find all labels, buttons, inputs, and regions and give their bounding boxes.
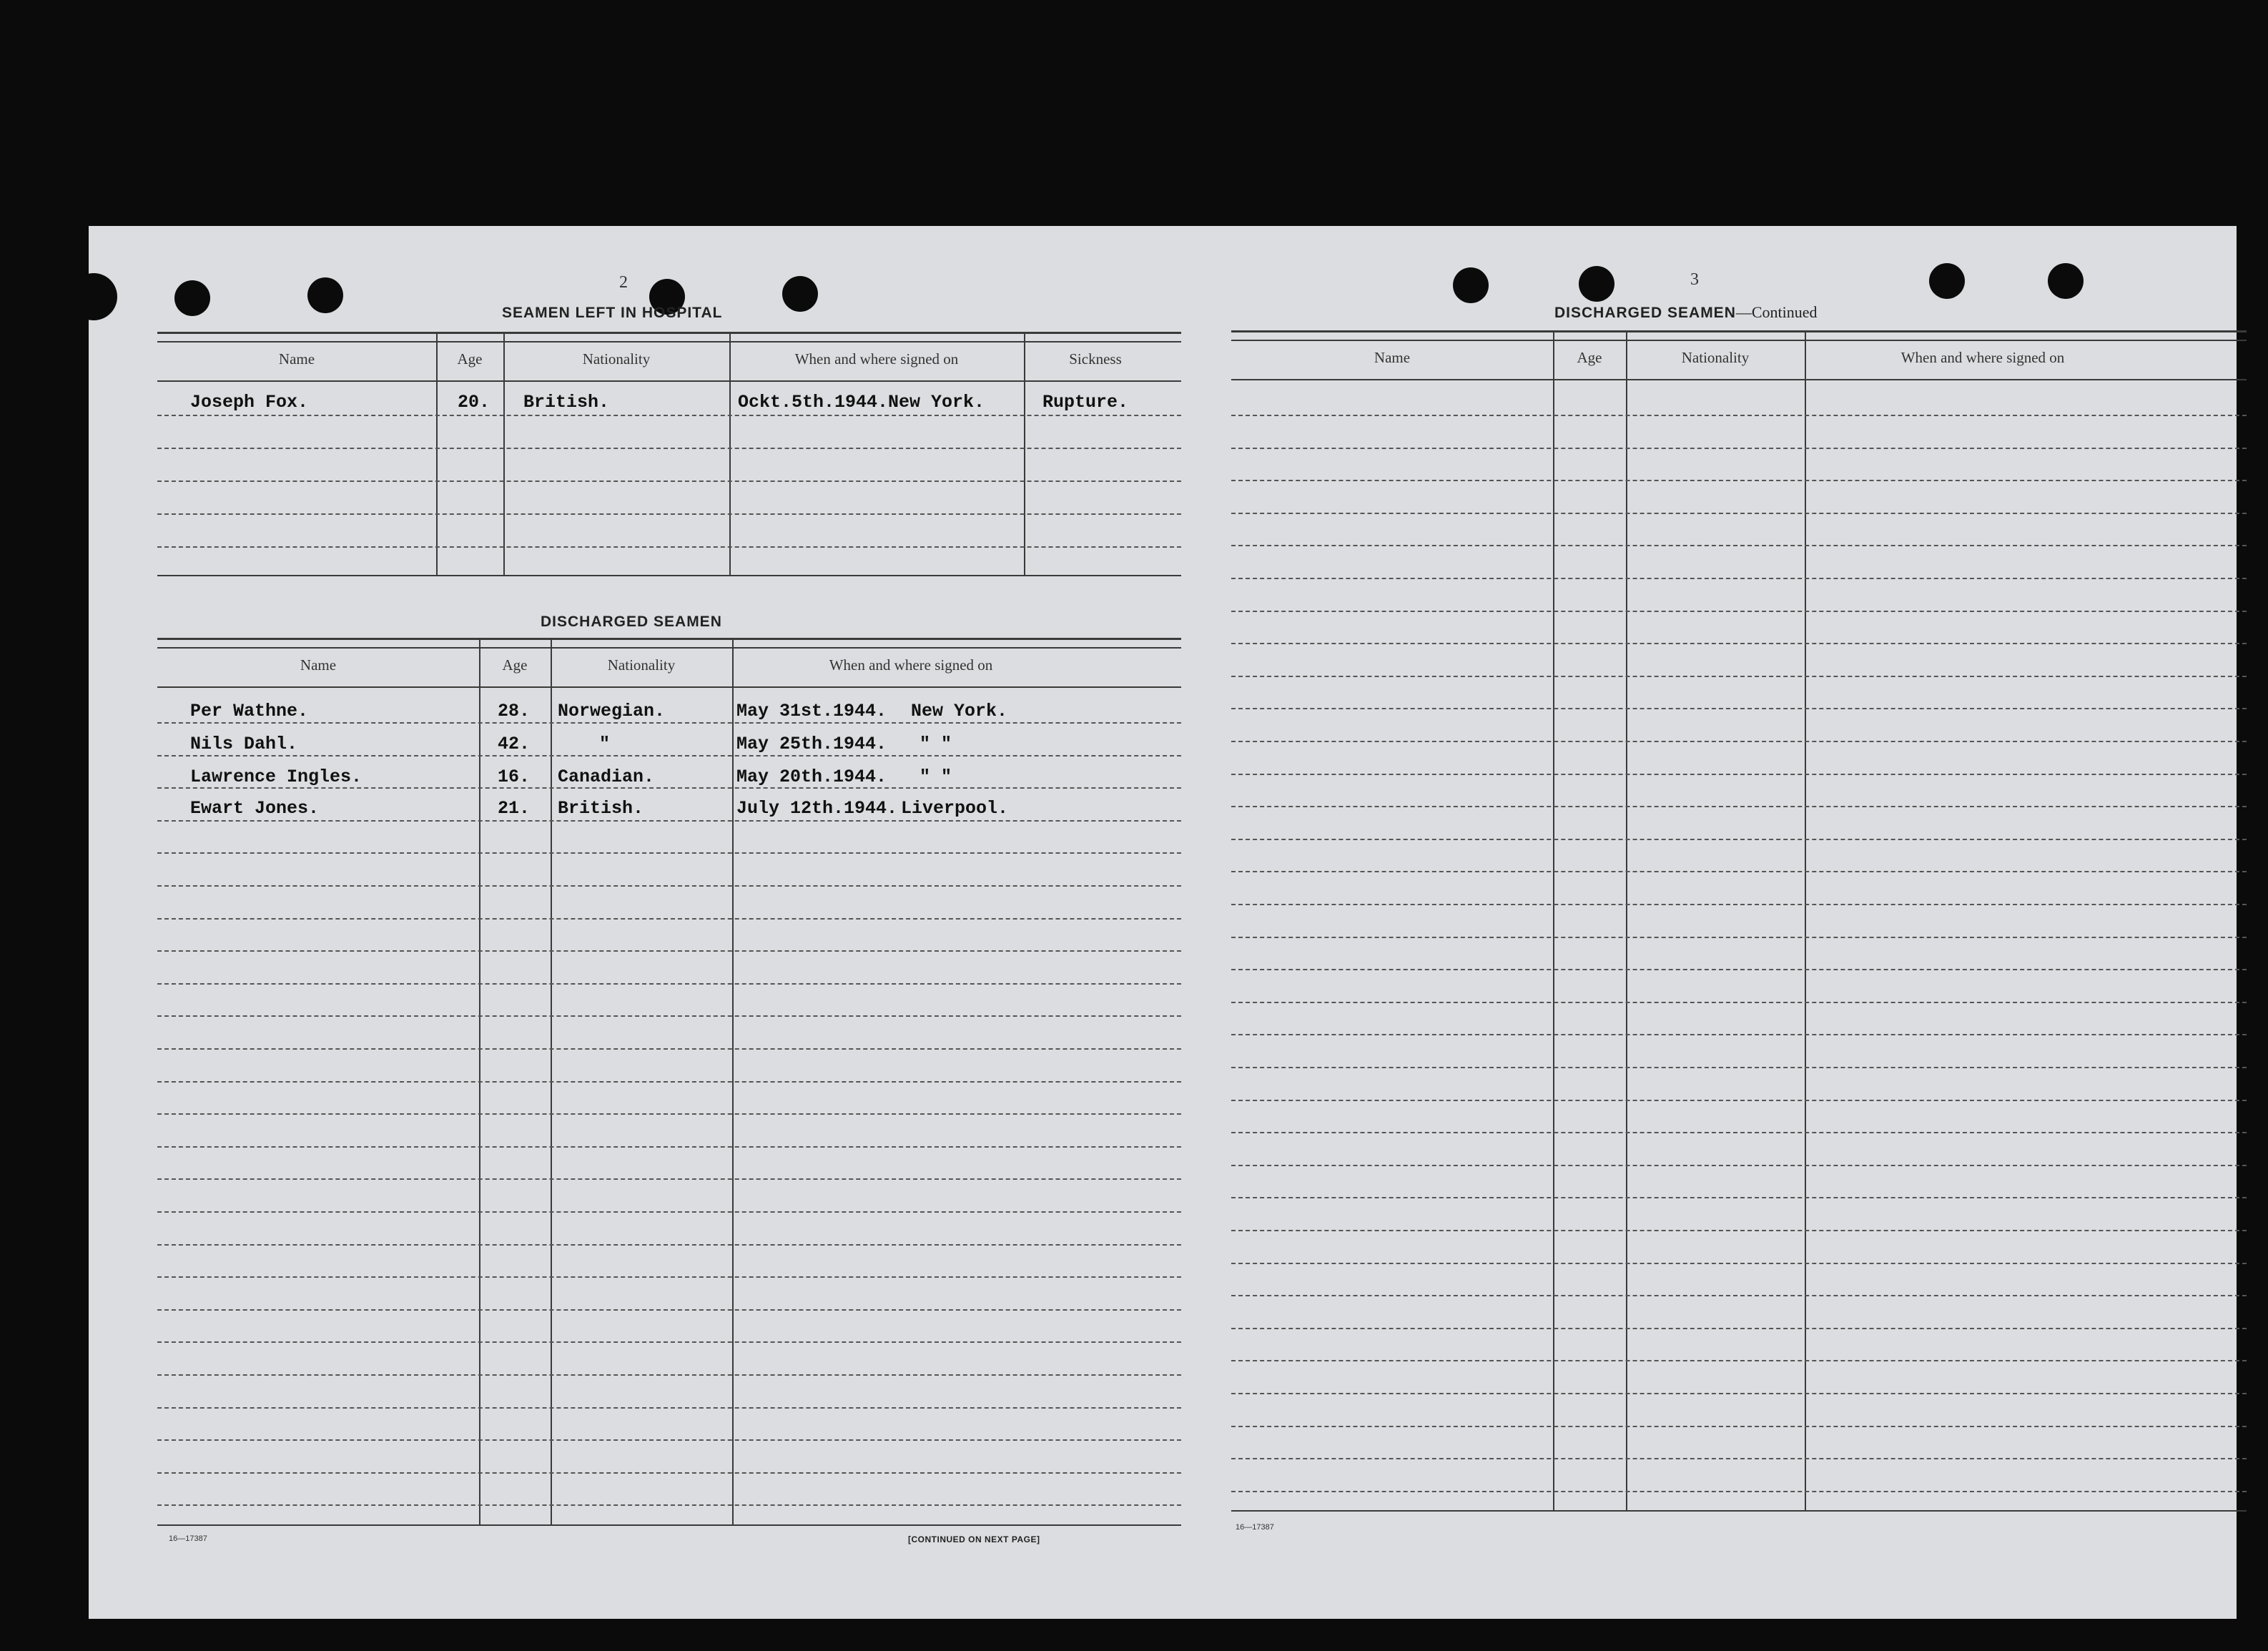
- column-header-nationality: Nationality: [607, 656, 676, 674]
- ruled-line: [157, 1015, 1181, 1017]
- discharged-row-nationality: Norwegian.: [558, 701, 666, 721]
- ruled-line: [157, 1244, 1181, 1246]
- ruled-line: [1231, 1197, 2247, 1198]
- punch-hole: [1929, 263, 1965, 299]
- ruled-line: [1231, 643, 2247, 644]
- ruled-line: [1231, 545, 2247, 546]
- ruled-line: [1231, 1491, 2247, 1492]
- column-header-age: Age: [502, 656, 528, 674]
- column-divider: [1626, 330, 1627, 1510]
- column-header-name: Name: [278, 350, 315, 368]
- column-divider: [1553, 330, 1554, 1510]
- ruled-line: [1231, 1360, 2247, 1361]
- ruled-line: [157, 1504, 1181, 1506]
- header-rule: [157, 380, 1181, 382]
- discharged-table: [157, 638, 1181, 1589]
- column-header-nationality: Nationality: [1681, 349, 1750, 366]
- title-suffix: —Continued: [1735, 303, 1818, 321]
- ruled-line: [1231, 1002, 2247, 1003]
- column-divider: [1805, 330, 1806, 1510]
- ruled-line: [1231, 1458, 2247, 1459]
- ruled-line: [1231, 1393, 2247, 1394]
- discharged-row-date: May 31st.1944.: [736, 701, 887, 721]
- hospital-row-signed-on: Ockt.5th.1944.New York.: [738, 392, 985, 413]
- hospital-section-title: SEAMEN LEFT IN HOSPITAL: [502, 305, 723, 321]
- hospital-table: [157, 332, 1181, 586]
- column-header-signed-on: When and where signed on: [794, 350, 959, 368]
- ruled-line: [1231, 448, 2247, 449]
- discharged-row-nationality: British.: [558, 798, 644, 819]
- ruled-line: [157, 852, 1181, 854]
- continued-on-next-page-note: [CONTINUED ON NEXT PAGE]: [908, 1534, 1040, 1544]
- discharged-row-age: 42.: [498, 734, 531, 754]
- discharged-continued-title: [1554, 303, 1818, 322]
- discharged-row-place: Liverpool.: [901, 798, 1009, 819]
- ruled-line: [1231, 937, 2247, 938]
- ruled-line: [1231, 578, 2247, 579]
- ruled-line: [157, 1113, 1181, 1115]
- ruled-line: [1231, 1067, 2247, 1068]
- column-header-nationality: Nationality: [582, 350, 651, 368]
- ruled-line: [1231, 904, 2247, 905]
- table-top-rule: [1231, 330, 2247, 341]
- page-number-right: 3: [1690, 270, 1699, 289]
- discharged-row-date: May 25th.1944.: [736, 734, 887, 754]
- ruled-line: [1231, 871, 2247, 872]
- column-header-name: Name: [1374, 349, 1411, 366]
- punch-hole: [1453, 267, 1489, 303]
- ruled-line: [157, 1211, 1181, 1213]
- discharged-row-place: " ": [919, 767, 952, 787]
- punch-hole: [307, 277, 343, 313]
- ruled-line: [1231, 806, 2247, 807]
- ruled-line: [157, 448, 1181, 449]
- ruled-line: [157, 787, 1181, 789]
- punch-hole: [174, 280, 210, 316]
- column-header-signed-on: When and where signed on: [829, 656, 993, 674]
- ruled-line: [1231, 969, 2247, 970]
- ruled-line: [157, 1081, 1181, 1083]
- table-bottom-rule: [157, 575, 1181, 576]
- discharged-row-place: New York.: [911, 701, 1008, 721]
- ruled-line: [1231, 1034, 2247, 1035]
- ruled-line: [1231, 708, 2247, 709]
- column-header-sickness: Sickness: [1069, 350, 1122, 368]
- discharged-section-title: DISCHARGED SEAMEN: [541, 613, 722, 630]
- discharged-row-age: 21.: [498, 798, 531, 819]
- discharged-row-date: May 20th.1944.: [736, 767, 887, 787]
- ruled-line: [157, 1309, 1181, 1311]
- ruled-line: [157, 722, 1181, 724]
- ruled-line: [157, 820, 1181, 822]
- ruled-line: [157, 1146, 1181, 1148]
- discharged-row-date: July 12th.1944.: [736, 798, 898, 819]
- column-divider: [1024, 332, 1025, 575]
- column-header-age: Age: [1577, 349, 1602, 366]
- ruled-line: [157, 885, 1181, 887]
- ruled-line: [157, 415, 1181, 416]
- discharged-row-nationality: ": [599, 734, 611, 754]
- discharged-row-name: Lawrence Ingles.: [190, 767, 363, 787]
- header-rule: [1231, 379, 2247, 380]
- punch-hole: [2048, 263, 2084, 299]
- ruled-line: [157, 480, 1181, 482]
- ruled-line: [157, 1341, 1181, 1343]
- column-header-signed-on: When and where signed on: [1900, 349, 2065, 366]
- ruled-line: [1231, 513, 2247, 514]
- hospital-row-sickness: Rupture.: [1042, 392, 1129, 413]
- punch-hole: [70, 273, 117, 320]
- ruled-line: [157, 1407, 1181, 1409]
- ruled-line: [1231, 1295, 2247, 1296]
- column-header-name: Name: [300, 656, 337, 674]
- ruled-line: [1231, 741, 2247, 742]
- table-bottom-rule: [157, 1524, 1181, 1526]
- column-header-age: Age: [457, 350, 483, 368]
- ruled-line: [157, 1276, 1181, 1278]
- ruled-line: [1231, 676, 2247, 677]
- ruled-line: [1231, 839, 2247, 840]
- ruled-line: [157, 950, 1181, 952]
- discharged-row-place: " ": [919, 734, 952, 754]
- document-sheet: [89, 226, 2237, 1619]
- ruled-line: [1231, 1263, 2247, 1264]
- discharged-row-name: Ewart Jones.: [190, 798, 320, 819]
- form-number-right: 16—17387: [1236, 1523, 1274, 1532]
- table-bottom-rule: [1231, 1510, 2247, 1512]
- ruled-line: [157, 1374, 1181, 1376]
- discharged-row-name: Per Wathne.: [190, 701, 309, 721]
- column-divider: [729, 332, 731, 575]
- ruled-line: [1231, 774, 2247, 775]
- ruled-line: [1231, 1165, 2247, 1166]
- discharged-row-age: 16.: [498, 767, 531, 787]
- ruled-line: [157, 546, 1181, 548]
- punch-hole: [782, 276, 818, 312]
- header-rule: [157, 686, 1181, 688]
- ruled-line: [157, 918, 1181, 920]
- column-divider: [503, 332, 505, 575]
- discharged-row-age: 28.: [498, 701, 531, 721]
- title-main: DISCHARGED SEAMEN: [1554, 305, 1736, 321]
- ruled-line: [157, 1472, 1181, 1474]
- table-top-rule: [157, 332, 1181, 342]
- discharged-row-nationality: Canadian.: [558, 767, 655, 787]
- discharged-row-name: Nils Dahl.: [190, 734, 298, 754]
- ruled-line: [157, 1048, 1181, 1050]
- ruled-line: [1231, 1426, 2247, 1427]
- ruled-line: [157, 1439, 1181, 1441]
- hospital-row-name: Joseph Fox.: [190, 392, 309, 413]
- ruled-line: [1231, 415, 2247, 416]
- ruled-line: [1231, 1100, 2247, 1101]
- ruled-line: [157, 1178, 1181, 1180]
- ruled-line: [157, 983, 1181, 985]
- hospital-row-nationality: British.: [523, 392, 610, 413]
- ruled-line: [1231, 1132, 2247, 1133]
- hospital-row-age: 20.: [458, 392, 490, 413]
- ruled-line: [157, 755, 1181, 756]
- table-top-rule: [157, 638, 1181, 649]
- ruled-line: [1231, 1328, 2247, 1329]
- ruled-line: [1231, 480, 2247, 481]
- form-number-left: 16—17387: [169, 1534, 207, 1543]
- ruled-line: [157, 513, 1181, 515]
- ruled-line: [1231, 611, 2247, 612]
- column-divider: [436, 332, 438, 575]
- page-number-left: 2: [619, 273, 628, 292]
- punch-hole: [1579, 266, 1614, 302]
- ruled-line: [1231, 1230, 2247, 1231]
- discharged-continued-table: [1231, 330, 2247, 1532]
